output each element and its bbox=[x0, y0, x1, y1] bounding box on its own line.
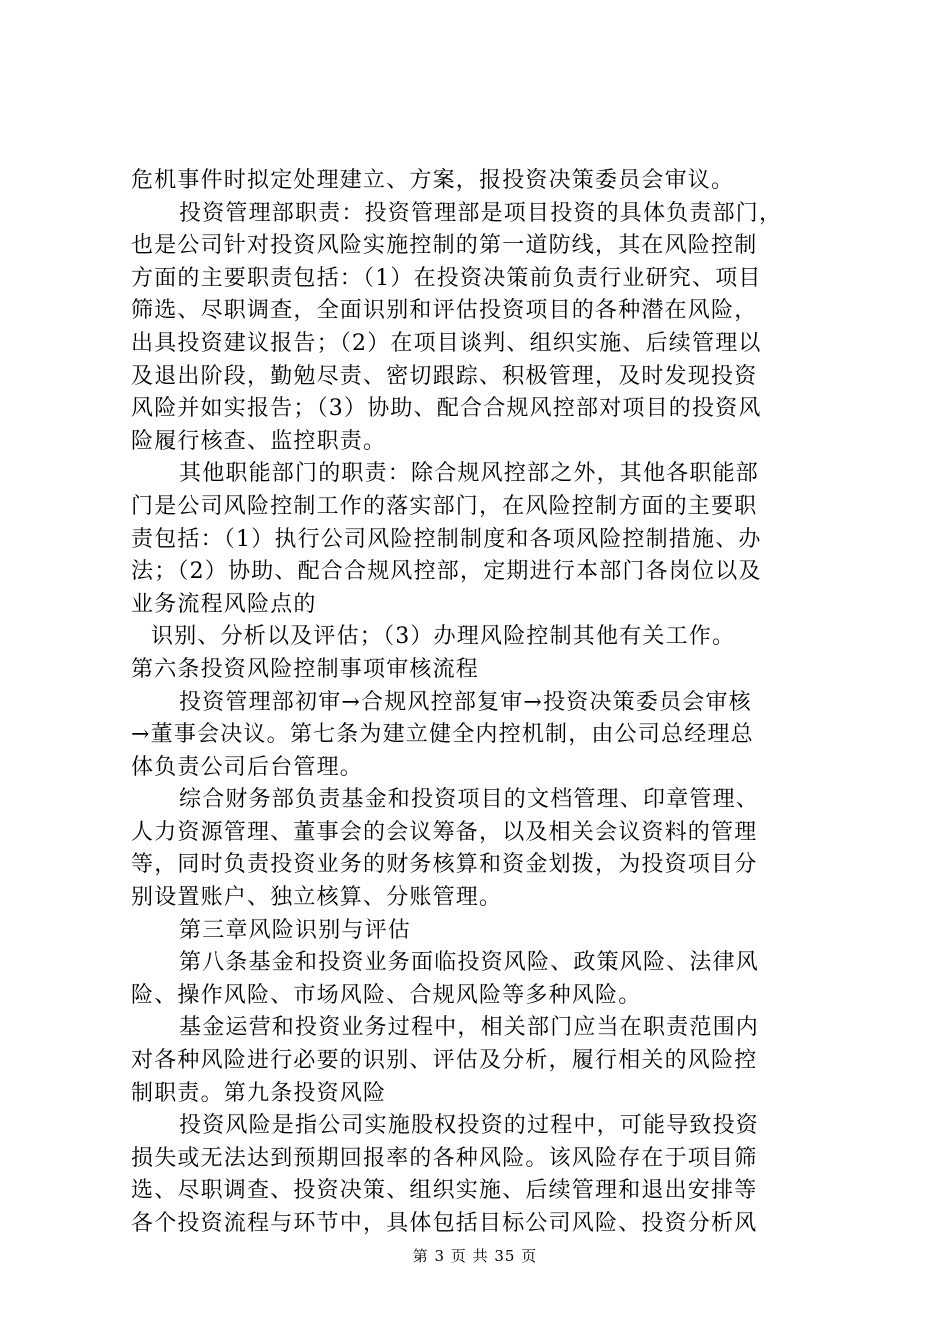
text-line: 各个投资流程与环节中，具体包括目标公司风险、投资分析风 bbox=[131, 1211, 758, 1236]
chapter-heading: 第三章风险识别与评估 bbox=[179, 917, 412, 943]
text-line: 险、操作风险、市场风险、合规风险等多种风险。 bbox=[131, 982, 642, 1008]
text-line: 识别、分析以及评估；（3）办理风险控制其他有关工作。 bbox=[151, 624, 736, 650]
text-line: 等，同时负责投资业务的财务核算和资金划拨，为投资项目分 bbox=[131, 852, 758, 878]
text-line: 方面的主要职责包括：（1）在投资决策前负责行业研究、项目 bbox=[131, 265, 762, 291]
text-line: 门是公司风险控制工作的落实部门，在风险控制方面的主要职 bbox=[131, 493, 758, 519]
text-line: 制职责。第九条投资风险 bbox=[131, 1080, 387, 1106]
text-line: 筛选、尽职调查，全面识别和评估投资项目的各种潜在风险， bbox=[131, 298, 758, 324]
text-line: 其他职能部门的职责：除合规风控部之外，其他各职能部 bbox=[179, 461, 760, 487]
text-line: 投资风险是指公司实施股权投资的过程中，可能导致投资 bbox=[179, 1113, 760, 1139]
text-line: 风险并如实报告；（3）协助、配合合规风控部对项目的投资风 bbox=[131, 396, 762, 422]
text-line: 责包括：（1）执行公司风险控制制度和各项风险控制措施、办 bbox=[131, 526, 762, 552]
text-line: 基金运营和投资业务过程中，相关部门应当在职责范围内 bbox=[179, 1015, 760, 1041]
text-line: 险履行核查、监控职责。 bbox=[131, 428, 387, 454]
text-line: →董事会决议。第七条为建立健全内控机制，由公司总经理总 bbox=[131, 722, 754, 748]
text-line: 人力资源管理、董事会的会议筹备，以及相关会议资料的管理 bbox=[131, 819, 758, 845]
text-line: 损失或无法达到预期回报率的各种风险。该风险存在于项目筛 bbox=[131, 1145, 758, 1171]
text-line: 投资管理部初审→合规风控部复审→投资决策委员会审核 bbox=[179, 689, 752, 715]
text-line: 选、尽职调查、投资决策、组织实施、后续管理和退出安排等 bbox=[131, 1178, 758, 1204]
text-line: 出具投资建议报告；（2）在项目谈判、组织实施、后续管理以 bbox=[131, 330, 762, 356]
text-line: 投资管理部职责：投资管理部是项目投资的具体负责部门， bbox=[179, 200, 783, 226]
text-line: 业务流程风险点的 bbox=[131, 591, 317, 617]
page-number-footer: 第 3 页 共 35 页 bbox=[412, 1247, 538, 1265]
text-line: 及退出阶段，勤勉尽责、密切跟踪、积极管理，及时发现投资 bbox=[131, 363, 758, 389]
text-line: 综合财务部负责基金和投资项目的文档管理、印章管理、 bbox=[179, 787, 760, 813]
text-line: 体负责公司后台管理。 bbox=[131, 754, 364, 780]
text-line: 危机事件时拟定处理建立、方案，报投资决策委员会审议。 bbox=[131, 168, 735, 193]
text-line: 也是公司针对投资风险实施控制的第一道防线，其在风险控制 bbox=[131, 233, 758, 259]
text-line: 法；（2）协助、配合合规风控部，定期进行本部门各岗位以及 bbox=[131, 559, 762, 585]
document-body bbox=[131, 165, 831, 1241]
section-heading: 第六条投资风险控制事项审核流程 bbox=[131, 656, 480, 682]
text-line: 对各种风险进行必要的识别、评估及分析，履行相关的风险控 bbox=[131, 1048, 758, 1074]
text-line: 第八条基金和投资业务面临投资风险、政策风险、法律风 bbox=[179, 950, 760, 976]
text-line: 别设置账户、独立核算、分账管理。 bbox=[131, 885, 503, 911]
